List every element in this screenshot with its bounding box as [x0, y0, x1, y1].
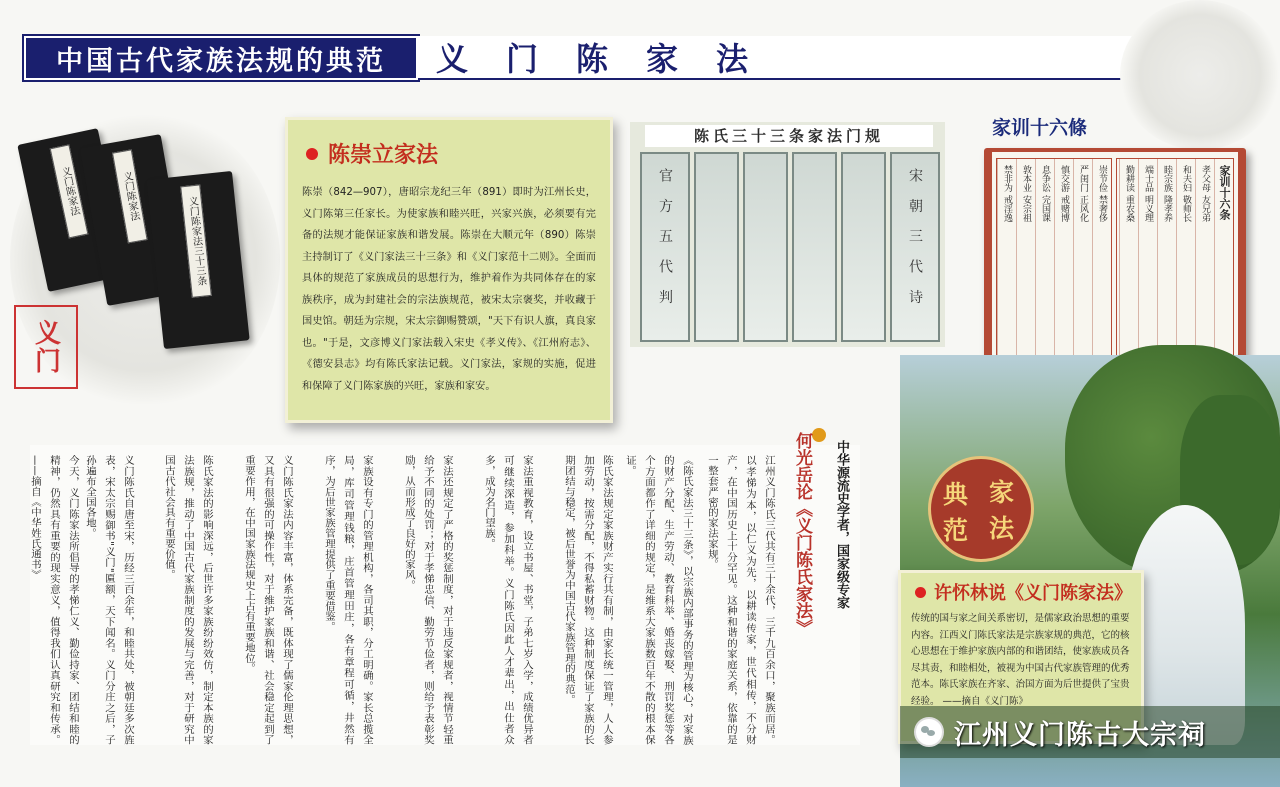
rule-column: 家训十六条: [1214, 159, 1233, 367]
article-column: 家法重视教育，设立书屋、书堂，子弟七岁入学，成绩优异者可继续深造，参加科举。义门陈氏因此人才辈出，出仕者众多，成为名门望族。: [483, 455, 533, 745]
rule-column: 勤耕读 重农桑: [1119, 159, 1138, 367]
bio-text: 陈崇（842—907），唐昭宗龙纪三年（891）即时为江州长史，义门陈第三任家长。为使家族和睦兴旺，兴家兴族，必须要有完备的法规才能保证家族和谐发展。陈崇在大顺元年（890）陈崇主持制订了《义门家法三十三条》和《义门家范十二则》。全面而具体的规范了家族成员的思想行为，维护着作为共同体存在的家族秩序，成为封建社会的宗法族规范，被宋太宗褒奖，并收藏于国史馆。朝廷为宗规，宋太宗御赐赞颂，"天下有识人旗，真良家也。"于是，文彦博义门家法载入宋史《孝义传》、《江州府志》、《德安县志》均有陈氏家法记载。义门家法，家规的实施，促进和保障了义门陈家族的兴旺，家族和家安。: [302, 187, 596, 392]
xu-panel-author: ——摘自《义门陈》: [942, 695, 1029, 707]
rule-column: 端士品 明义理: [1138, 159, 1157, 367]
article-column: 家法还规定了严格的奖惩制度，对于违反家规者，视情节轻重给予不同的处罚；对于孝悌忠信、勤劳节俭者，则给予表彰奖励，从而形成了良好的家风。: [403, 455, 453, 745]
xu-panel-title-text: 许怀林说《义门陈家法》: [934, 583, 1132, 604]
watermark-text: 江州义门陈古大宗祠: [954, 719, 1206, 751]
bio-title: [306, 138, 438, 169]
xu-panel-title: [915, 579, 1132, 605]
badge-char: 范: [943, 516, 969, 545]
rule-column: 崇节俭 禁奢侈: [1092, 159, 1111, 367]
scroll-panel: [841, 152, 886, 342]
scroll-panel-left-text: 官 方 五 代 判: [657, 168, 673, 310]
sixteen-rules-page-left: [996, 158, 1112, 368]
article-column: 今天，义门陈家法所倡导的孝悌仁义、勤俭持家、团结和睦的精神，仍然具有重要的现实意义，值得我们认真研究和传承。——摘自《中华姓氏通书》: [29, 455, 79, 745]
xu-panel-text: [911, 611, 1131, 710]
wechat-icon: [914, 717, 944, 747]
bullet-dot-icon: [915, 587, 926, 598]
rule-column: 慎交游 戒赌博: [1054, 159, 1073, 367]
rule-column: 孝父母 友兄弟: [1195, 159, 1214, 367]
watermark-bar: [900, 706, 1280, 758]
bullet-dot-icon: [306, 148, 318, 160]
scroll-panel-right-text: 宋 朝 三 代 诗: [907, 168, 923, 310]
article-column: 家族设有专门的管理机构，各司其职，分工明确。家长总揽全局，库司管理钱粮，庄首管理田庄，各有章程可循，井然有序，为后世家族管理提供了重要借鉴。: [323, 455, 373, 745]
scroll-panel: [792, 152, 837, 342]
book-label: 义门陈家法: [112, 149, 148, 243]
rule-column: 禁非为 戒淫逸: [997, 159, 1016, 367]
article-column: 陈氏家法规定家族财产实行共有制，由家长统一管理，人人参加劳动，按需分配，不得私蓄财物。这种制度保证了家族的长期团结与稳定，被后世誉为中国古代家族管理的典范。: [563, 455, 613, 745]
rule-column: 息争讼 完国课: [1035, 159, 1054, 367]
rule-column: 敦本业 安宗祖: [1016, 159, 1035, 367]
article-subtitle: 中华源流史学者，国家级专家: [834, 440, 849, 609]
badge-char: 法: [989, 514, 1015, 543]
page-title-right: 义门陈家法: [418, 36, 1263, 80]
rule-column: 严闺门 正风化: [1073, 159, 1092, 367]
rules-scroll-heading: 陈氏三十三条家法门规: [645, 125, 933, 147]
bio-panel: [285, 117, 613, 423]
article-column: 义门陈氏自唐至宋，历经三百余年，和睦共处，被朝廷多次旌表，宋太宗赐御书"义门"匾额，天下闻名。义门分庄之后，子孙遍布全国各地。: [84, 455, 134, 745]
rule-column: 睦宗族 隆孝养: [1157, 159, 1176, 367]
scroll-panel-right: [890, 152, 940, 342]
sixteen-rules-title: 家训十六條: [992, 117, 1088, 139]
article-column: 义门陈氏家法内容丰富，体系完备，既体现了儒家伦理思想，又具有很强的可操作性，对于维护家族和谐、社会稳定起到了重要作用，在中国家族法规史上占有重要地位。: [243, 455, 293, 745]
page-title-left: 中国古代家族法规的典范: [24, 36, 418, 80]
bio-title-text: 陈崇立家法: [328, 142, 439, 168]
xu-panel-body: 传统的国与家之间关系密切，是儒家政治思想的重要内容。江西义门陈氏家法是宗族家规的典范，它的核心思想在于维护家族内部的和谐团结，使家族成员各尽其责，和睦相处，被视为中国古代家族管理的优秀范本。陈氏家族在齐家、治国方面为后世提供了宝贵经验。: [911, 613, 1130, 707]
article-column: 江州义门陈氏三代共有三十余代，三千九百余口，聚族而居。以孝悌为本，以仁义为先，以耕读传家，世代相传，不分财产，在中国历史上十分罕见。这种和谐的家庭关系，依靠的是一整套严密的家法家规。: [706, 455, 775, 745]
scroll-panel-left: [640, 152, 690, 342]
book-label: 义门陈家法: [50, 144, 89, 238]
sixteen-rules-page-right: [1116, 158, 1234, 368]
badge-char: 家: [989, 478, 1015, 507]
article-headline: 何光岳论《义门陈氏家法》: [792, 432, 812, 636]
article-column: 陈氏家法的影响深远，后世许多家族纷纷效仿，制定本族的家法族规，推动了中国古代家族制度的发展与完善，对于研究中国古代社会具有重要价值。: [163, 455, 213, 745]
badge-emblem: [928, 456, 1034, 562]
book-3: [146, 171, 249, 349]
book-label: 义门陈家法三十三条: [180, 184, 212, 297]
scroll-panel: [743, 152, 788, 342]
badge-char: 典: [943, 480, 969, 509]
rule-column: 和夫妇 敬师长: [1176, 159, 1195, 367]
seal-stamp: 义门: [14, 305, 78, 389]
article-column: 《陈氏家法三十三条》，以宗族内部事务的管理为核心，对家族的财产分配、生产劳动、教育科举、婚丧嫁娶、刑罚奖惩等各个方面都作了详细的规定，是维系大家族数百年不散的根本保证。: [624, 455, 693, 745]
scroll-panel: [694, 152, 739, 342]
decorative-circle: [1120, 0, 1280, 150]
